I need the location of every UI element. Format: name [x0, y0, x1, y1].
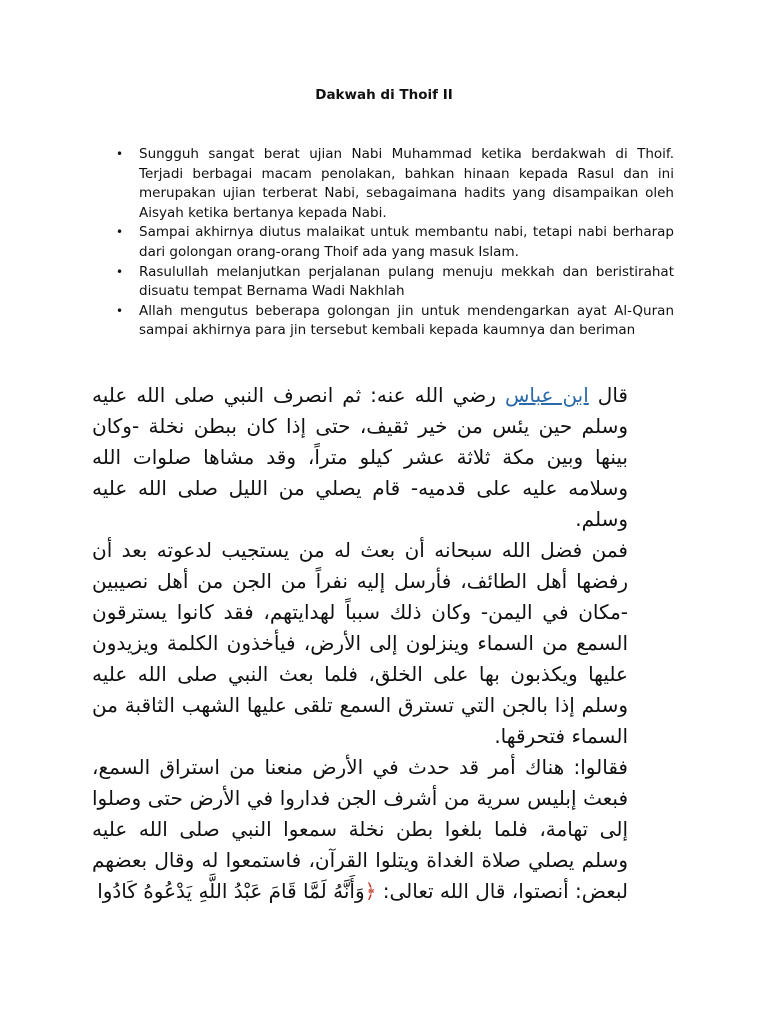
ibn-abbas-link[interactable]: ابن عباس — [504, 383, 589, 407]
bullet-item-4 — [110, 302, 674, 341]
bullet-icon: • — [116, 147, 124, 161]
arabic-text-block — [92, 380, 628, 907]
bullet-text: Sampai akhirnya diutus malaikat untuk membantu nabi, tetapi nabi berharap dari golongan orang-orang Thoif ada yang masuk Islam. — [139, 224, 674, 260]
arabic-text-prefix: قال — [588, 383, 628, 407]
bullet-list — [110, 145, 674, 341]
arabic-text: فقالوا: هناك أمر قد حدث في الأرض منعنا من استراق السمع، فبعث إبليس سرية من أشرف الجن فداروا في الأرض حتى وصلوا إلى تهامة، فلما بلغوا بطن نخلة سمعوا النبي صلى الله عليه وسلم يصلي صلاة الغداة ويتلوا القرآن، فاستمعوا له وقال بعضهم لبعض: أنصتوا، قال الله تعالى: — [92, 755, 628, 903]
arabic-text-rest: رضي الله عنه: ثم انصرف النبي صلى الله عليه وسلم حين يئس من خير ثقيف، حتى إذا كان ببطن نخلة -وكان بينها وبين مكة ثلاثة عشر كيلو متراً، وقد مشاها صلوات الله وسلامه عليه على قدميه- قام يصلي من الليل صلى الله عليه وسلم. — [92, 383, 628, 531]
arabic-paragraph-3 — [92, 752, 628, 907]
arabic-paragraph-2: فمن فضل الله سبحانه أن بعث له من يستجيب لدعوته بعد أن رفضها أهل الطائف، فأرسل إليه نفراً من الجن من أهل نصيبين -مكان في اليمن- وكان ذلك سبباً لهدايتهم، فقد كانوا يسترقون السمع من السماء وينزلون إلى الأرض، فيأخذون الكلمة ويزيدون عليها ويكذبون بها على الخلق، فلما بعث النبي صلى الله عليه وسلم إذا بالجن التي تسترق السمع تلقى عليها الشهب الثاقبة من السماء فتحرقها. — [92, 538, 628, 748]
quran-bracket-icon: ﴿ — [364, 879, 377, 903]
bullet-item-3 — [110, 263, 674, 302]
bullet-text: Sungguh sangat berat ujian Nabi Muhammad ketika berdakwah di Thoif. Terjadi berbagai macam penolakan, bahkan hinaan kepada Rasul dan ini merupakan ujian terberat Nabi, sebagaimana hadits yang disampaikan oleh Aisyah ketika bertanya kepada Nabi. — [139, 146, 674, 221]
quran-verse: وَأَنَّهُ لَمَّا قَامَ عَبْدُ اللَّهِ يَدْعُوهُ كَادُوا — [97, 879, 365, 903]
bullet-text: Allah mengutus beberapa golongan jin untuk mendengarkan ayat Al-Quran sampai akhirnya para jin tersebut kembali kepada kaumnya dan beriman — [139, 302, 674, 339]
bullet-text: Rasulullah melanjutkan perjalanan pulang menuju mekkah dan beristirahat disuatu tempat Bernama Wadi Nakhlah — [139, 263, 674, 300]
bullet-icon: • — [116, 303, 124, 318]
bullet-icon: • — [116, 264, 124, 279]
bullet-item-2 — [110, 223, 674, 262]
arabic-paragraph-1 — [92, 380, 628, 535]
page-title: Dakwah di Thoif II — [315, 87, 453, 103]
bullet-icon: • — [116, 225, 124, 240]
bullet-item-1 — [110, 145, 674, 223]
